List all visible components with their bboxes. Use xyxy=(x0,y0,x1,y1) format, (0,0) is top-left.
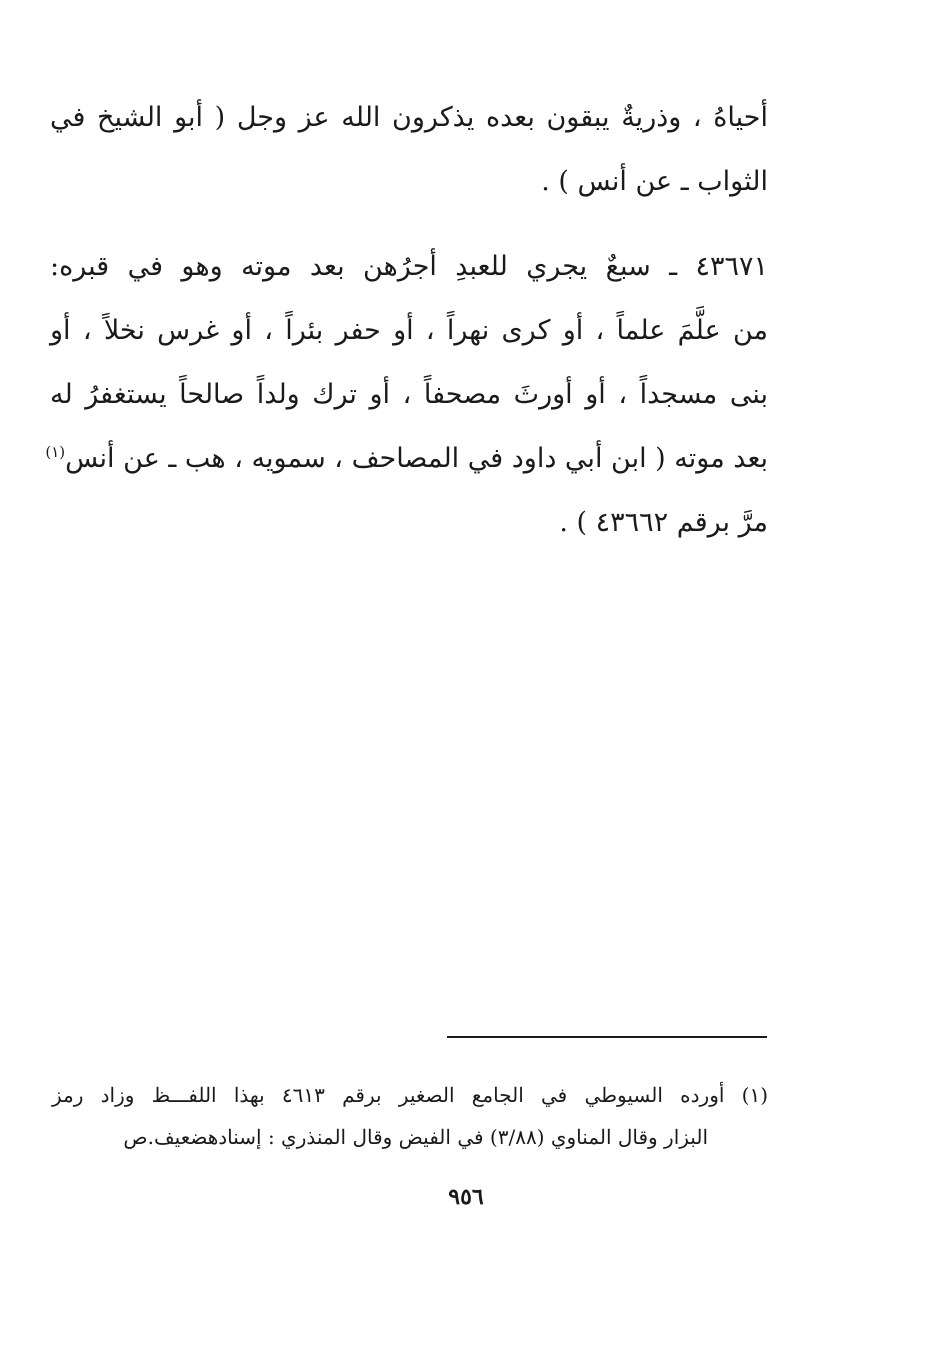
paragraph-1 xyxy=(50,86,768,214)
paragraph-2-line-5: مرَّ برقم ٤٣٦٦٢ ) . xyxy=(559,507,768,538)
paragraph-2-line-3: بنى مسجداً ، أو أورثَ مصحفاً ، أو ترك ولداً صالحاً يستغفرُ له xyxy=(50,379,768,410)
page-number: ٩٥٦ xyxy=(448,1184,484,1210)
footnote-reference: (١) xyxy=(45,443,66,461)
paragraph-2-line-1: ٤٣٦٧١ ـ سبعٌ يجري للعبدِ أجرُهن بعد موته وهو في قبره: xyxy=(50,251,768,282)
paragraph-2-line-4-text: بعد موته ( ابن أبي داود في المصاحف ، سمويه ، هب ـ عن أنس xyxy=(65,443,768,474)
footnote-separator xyxy=(447,1036,767,1038)
paragraph-1-line-1: أحياهُ ، وذريةٌ يبقون بعده يذكرون الله عز وجل ( أبو الشيخ في xyxy=(50,102,768,133)
footnote-line-2: البزار وقال المناوي (٣/٨٨) في الفيض وقال المنذري : إسنادهضعيف.ص xyxy=(123,1125,708,1149)
paragraph-1-line-2: الثواب ـ عن أنس ) . xyxy=(541,166,768,197)
paragraph-2 xyxy=(45,235,768,555)
paragraph-2-line-4 xyxy=(45,427,768,491)
paragraph-2-line-2: من علَّمَ علماً ، أو كرى نهراً ، أو حفر بئراً ، أو غرس نخلاً ، أو xyxy=(50,315,768,346)
footnote xyxy=(52,1074,768,1158)
footnote-line-1: (١) أورده السيوطي في الجامع الصغير برقم ٤٦١٣ بهذا اللفـــظ وزاد رمز xyxy=(52,1083,768,1107)
